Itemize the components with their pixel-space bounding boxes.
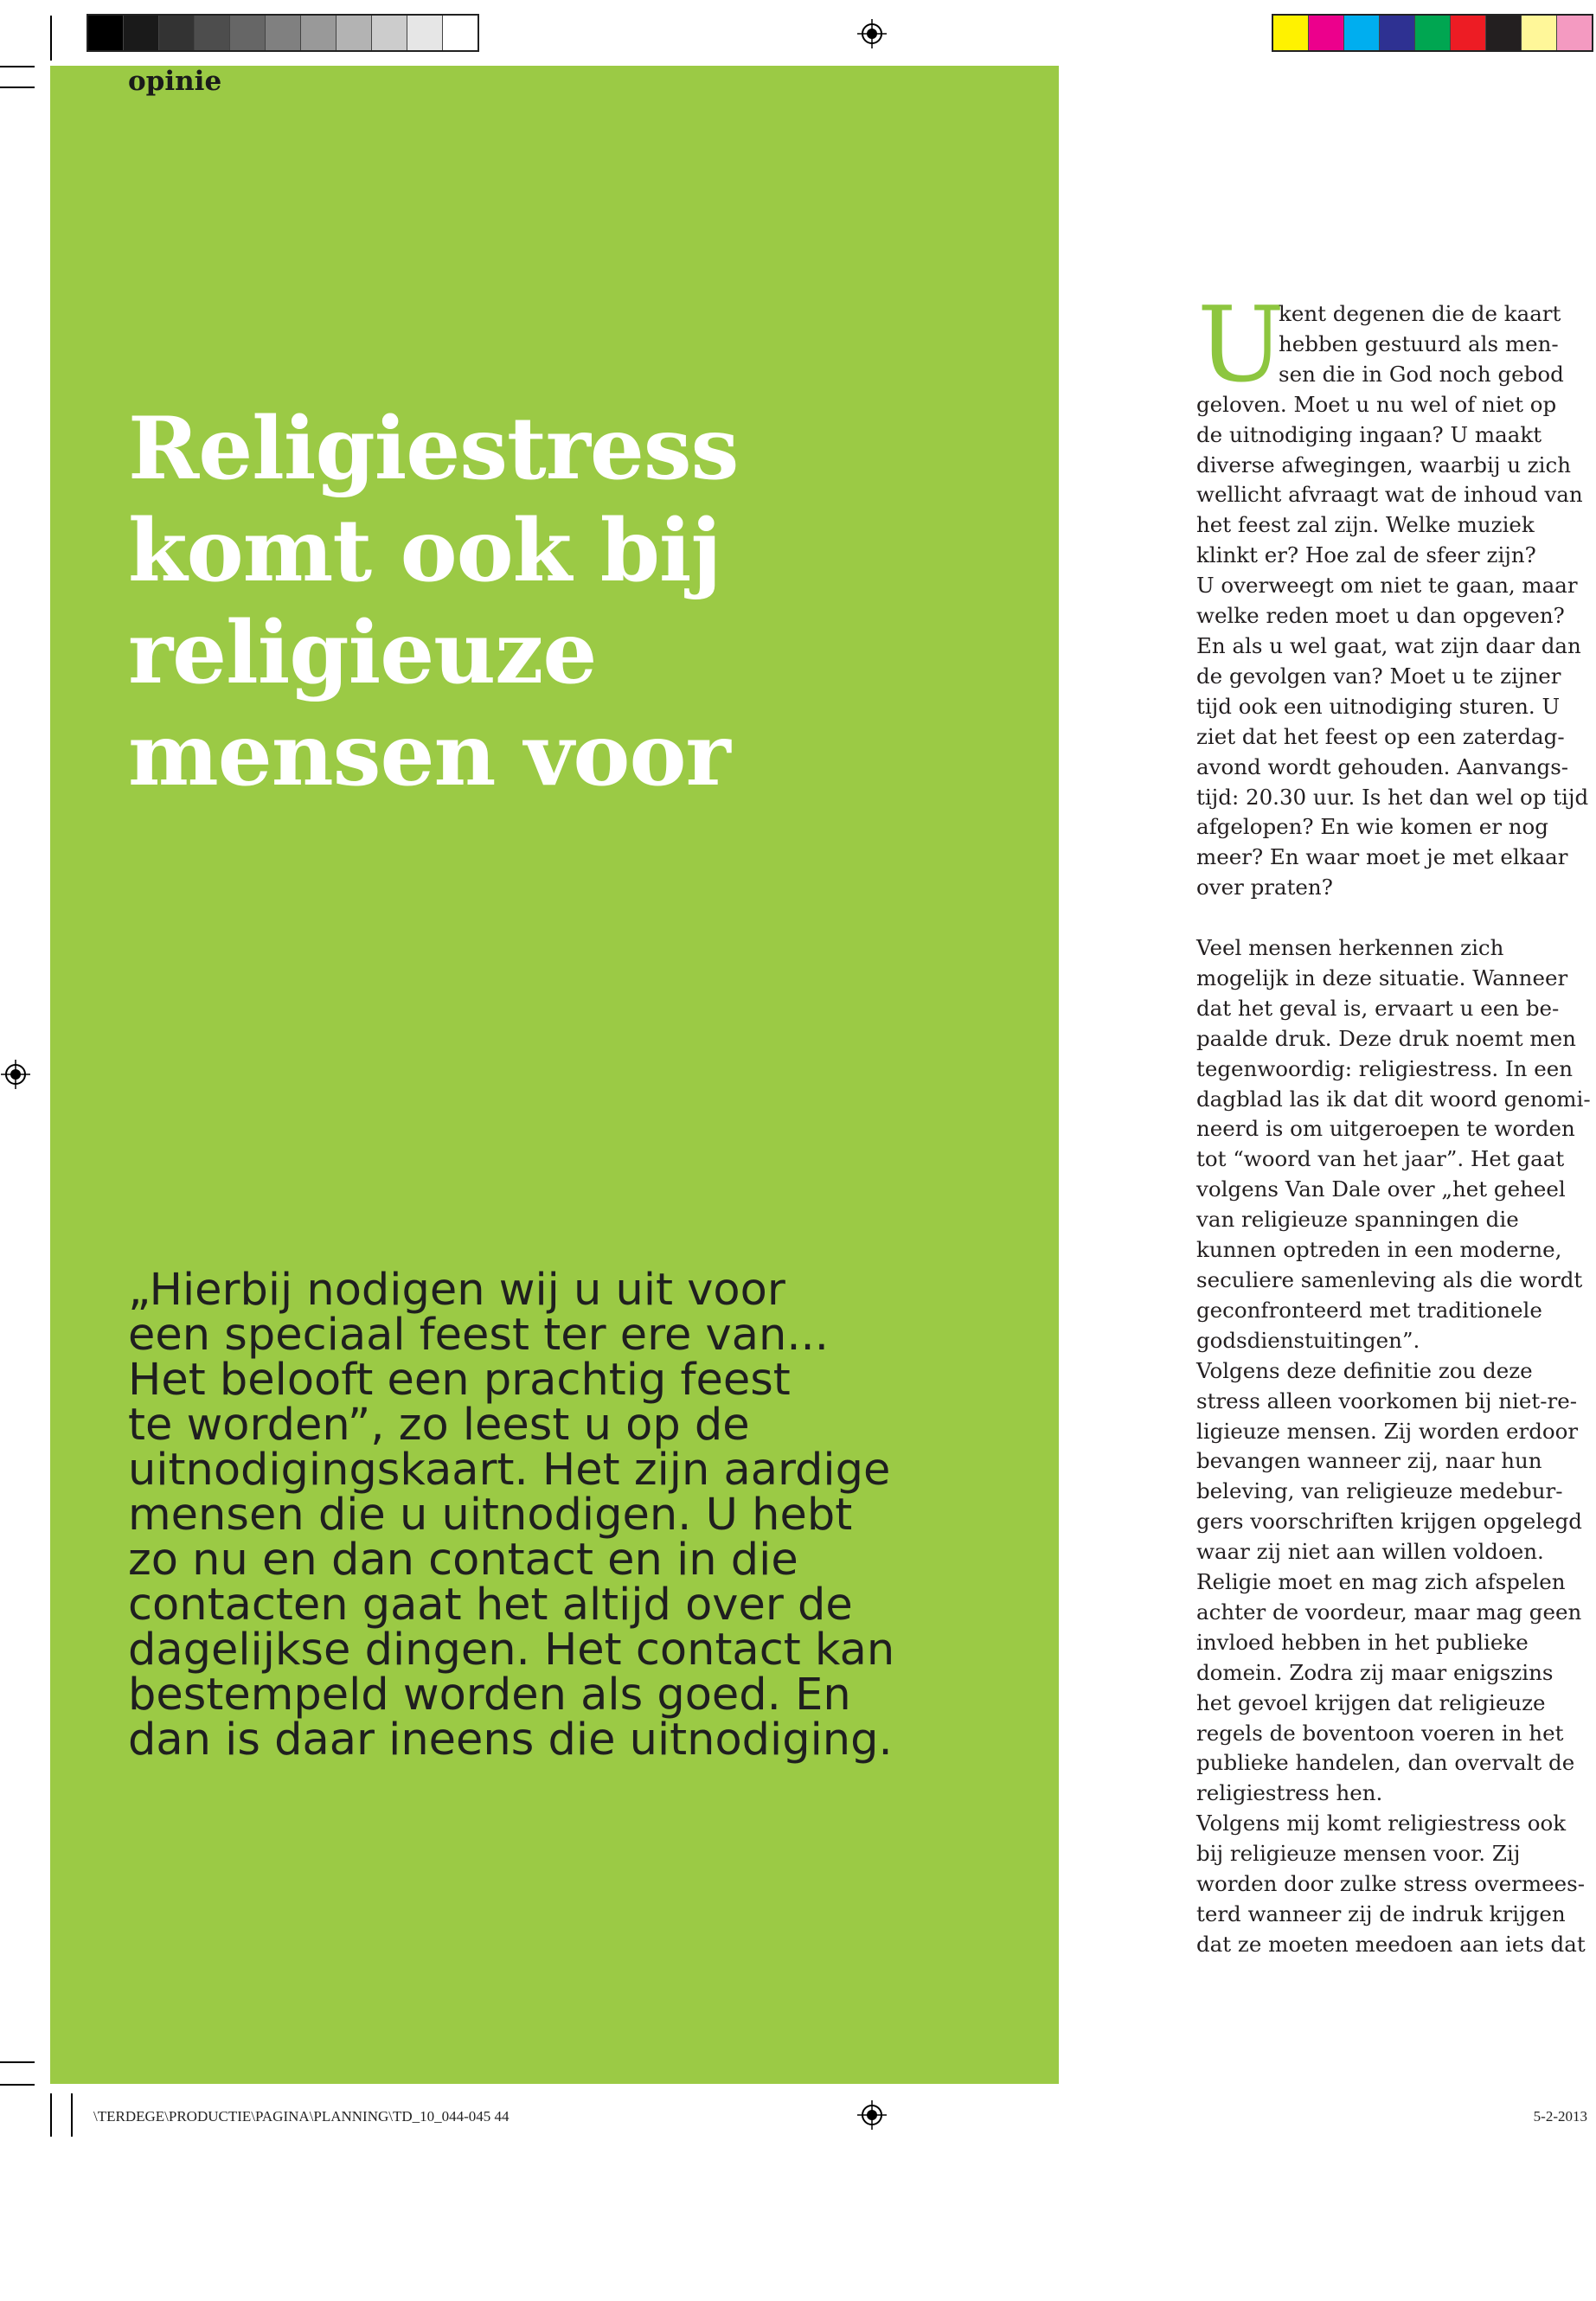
body-line: Volgens deze definitie zou deze — [1196, 1357, 1533, 1383]
grayscale-swatch — [159, 16, 195, 50]
body-line: tot “woord van het jaar”. Het gaat — [1196, 1146, 1565, 1172]
crop-mark — [0, 66, 35, 67]
body-line: En als u wel gaat, wat zijn daar dan — [1196, 632, 1581, 658]
color-swatch — [1522, 16, 1557, 50]
footer-file-path: \TERDEGE\PRODUCTIE\PAGINA\PLANNING\TD_10_044-045 44 — [93, 2108, 510, 2125]
body-line: paalde druk. Deze druk noemt men — [1196, 1025, 1576, 1051]
body-line: volgens Van Dale over „het geheel — [1196, 1176, 1566, 1202]
color-swatch — [1557, 16, 1592, 50]
body-line: het gevoel krijgen dat religieuze — [1196, 1689, 1546, 1715]
body-line: neerd is om uitgeroepen te worden — [1196, 1116, 1575, 1142]
body-line: domein. Zodra zij maar enigszins — [1196, 1659, 1554, 1685]
color-swatch — [1273, 16, 1309, 50]
body-line: ligieuze mensen. Zij worden erdoor — [1196, 1418, 1579, 1444]
body-line: dat het geval is, ervaart u een be- — [1196, 995, 1560, 1021]
crop-mark — [0, 2084, 35, 2086]
body-line: bij religieuze mensen voor. Zij — [1196, 1841, 1521, 1867]
lead-paragraph — [128, 1265, 1045, 1766]
body-line: tijd ook een uitnodiging sturen. U — [1196, 693, 1561, 719]
footer-date: 5-2-2013 — [1533, 2108, 1587, 2125]
body-line: gers voorschriften krijgen opgelegd — [1196, 1509, 1582, 1535]
headline-line: mensen voor — [128, 705, 730, 805]
lead-line: mensen die u uitnodigen. U hebt — [128, 1490, 853, 1541]
grayscale-swatch — [443, 16, 478, 50]
body-line: terd wanneer zij de indruk krijgen — [1196, 1901, 1566, 1927]
lead-line: „Hierbij nodigen wij u uit voor — [128, 1265, 785, 1316]
body-line: dat ze moeten meedoen aan iets dat — [1196, 1931, 1586, 1957]
body-line: over praten? — [1196, 875, 1333, 901]
body-line: seculiere samenleving als die wordt — [1196, 1266, 1583, 1292]
grayscale-swatch — [301, 16, 337, 50]
green-panel — [50, 66, 1059, 2084]
crop-mark — [0, 87, 35, 88]
paragraph-gap — [1196, 903, 1594, 933]
body-line: afgelopen? En wie komen er nog — [1196, 814, 1548, 840]
lead-line: contacten gaat het altijd over de — [128, 1580, 853, 1631]
body-line: ziet dat het feest op een zaterdag- — [1196, 723, 1565, 749]
color-swatch — [1344, 16, 1380, 50]
headline-line: religieuze — [128, 603, 597, 703]
lead-line: zo nu en dan contact en in die — [128, 1535, 798, 1586]
lead-line: bestempeld worden als goed. En — [128, 1670, 851, 1721]
body-line: het feest zal zijn. Welke muziek — [1196, 512, 1535, 538]
body-line: worden door zulke stress overmees- — [1196, 1871, 1585, 1897]
body-line: klinkt er? Hoe zal de sfeer zijn? — [1196, 542, 1536, 568]
body-line: geconfronteerd met traditionele — [1196, 1297, 1542, 1323]
color-swatch — [1380, 16, 1415, 50]
body-line: bevangen wanneer zij, naar hun — [1196, 1448, 1542, 1474]
registration-mark-icon — [857, 2100, 887, 2130]
body-line: beleving, van religieuze medebur- — [1196, 1478, 1563, 1504]
body-line: kunnen optreden in een moderne, — [1196, 1237, 1562, 1263]
body-line: welke reden moet u dan opgeven? — [1196, 603, 1565, 629]
section-label: opinie — [128, 66, 222, 97]
crop-mark — [50, 2093, 52, 2137]
registration-mark-icon — [857, 19, 887, 48]
body-line: meer? En waar moet je met elkaar — [1196, 844, 1568, 870]
body-line: regels de boventoon voeren in het — [1196, 1720, 1564, 1746]
body-line: Religie moet en mag zich afspelen — [1196, 1569, 1566, 1595]
color-swatch — [1451, 16, 1486, 50]
lead-line: te worden”, zo leest u op de — [128, 1400, 750, 1451]
grayscale-swatch — [337, 16, 372, 50]
lead-line: dan is daar ineens die uitnodiging. — [128, 1715, 893, 1766]
body-line: geloven. Moet u nu wel of niet op — [1196, 391, 1557, 417]
grayscale-swatch — [195, 16, 230, 50]
body-line: van religieuze spanningen die — [1196, 1207, 1519, 1233]
crop-mark — [50, 16, 52, 61]
body-line: invloed hebben in het publieke — [1196, 1629, 1529, 1655]
crop-mark — [0, 2061, 35, 2063]
body-line: diverse afwegingen, waarbij u zich — [1196, 452, 1572, 478]
body-line: stress alleen voorkomen bij niet-re- — [1196, 1388, 1577, 1413]
body-line: tegenwoordig: religiestress. In een — [1196, 1055, 1574, 1081]
body-line: mogelijk in deze situatie. Wanneer — [1196, 965, 1568, 990]
body-line: godsdienstuitingen”. — [1196, 1327, 1420, 1353]
lead-line: uitnodigingskaart. Het zijn aardige — [128, 1445, 891, 1496]
grayscale-swatch — [124, 16, 159, 50]
body-line: sen die in God noch gebod — [1279, 361, 1564, 387]
color-swatch — [1415, 16, 1451, 50]
crop-mark — [71, 2093, 73, 2137]
body-line: de gevolgen van? Moet u te zijner — [1196, 663, 1561, 689]
body-line: waar zij niet aan willen voldoen. — [1196, 1539, 1544, 1565]
headline-line: komt ook bij — [128, 501, 721, 601]
body-line: avond wordt gehouden. Aanvangs- — [1196, 753, 1569, 779]
headline — [128, 398, 1028, 806]
grayscale-swatch — [88, 16, 124, 50]
body-line: wellicht afvraagt wat de inhoud van — [1196, 482, 1583, 508]
body-line: religiestress hen. — [1196, 1780, 1383, 1806]
color-calibration-bar — [1272, 14, 1593, 52]
body-line: tijd: 20.30 uur. Is het dan wel op tijd — [1196, 784, 1589, 810]
grayscale-swatch — [266, 16, 301, 50]
lead-line: Het belooft een prachtig feest — [128, 1355, 791, 1406]
body-column — [1196, 299, 1594, 1960]
body-paragraph-2 — [1196, 933, 1594, 1960]
drop-cap: U — [1197, 285, 1285, 406]
body-line: kent degenen die de kaart — [1279, 301, 1561, 326]
grayscale-swatch — [230, 16, 266, 50]
body-line: hebben gestuurd als men- — [1279, 330, 1559, 356]
color-swatch — [1309, 16, 1344, 50]
grayscale-swatch — [372, 16, 407, 50]
lead-line: dagelijkse dingen. Het contact kan — [128, 1625, 895, 1676]
headline-line: Religiestress — [128, 399, 739, 499]
grayscale-swatch — [407, 16, 443, 50]
color-swatch — [1486, 16, 1522, 50]
body-line: publieke handelen, dan overvalt de — [1196, 1750, 1575, 1776]
body-line: Veel mensen herkennen zich — [1196, 935, 1504, 961]
body-line: achter de voordeur, maar mag geen — [1196, 1599, 1582, 1625]
grayscale-calibration-bar — [87, 14, 479, 52]
body-line: de uitnodiging ingaan? U maakt — [1196, 421, 1542, 447]
lead-line: een speciaal feest ter ere van... — [128, 1310, 829, 1361]
body-paragraph-1 — [1196, 299, 1594, 903]
body-line: Volgens mij komt religiestress ook — [1196, 1811, 1567, 1836]
registration-mark-icon — [1, 1060, 30, 1089]
body-line: U overweegt om niet te gaan, maar — [1196, 573, 1578, 599]
body-line: dagblad las ik dat dit woord genomi- — [1196, 1086, 1591, 1112]
